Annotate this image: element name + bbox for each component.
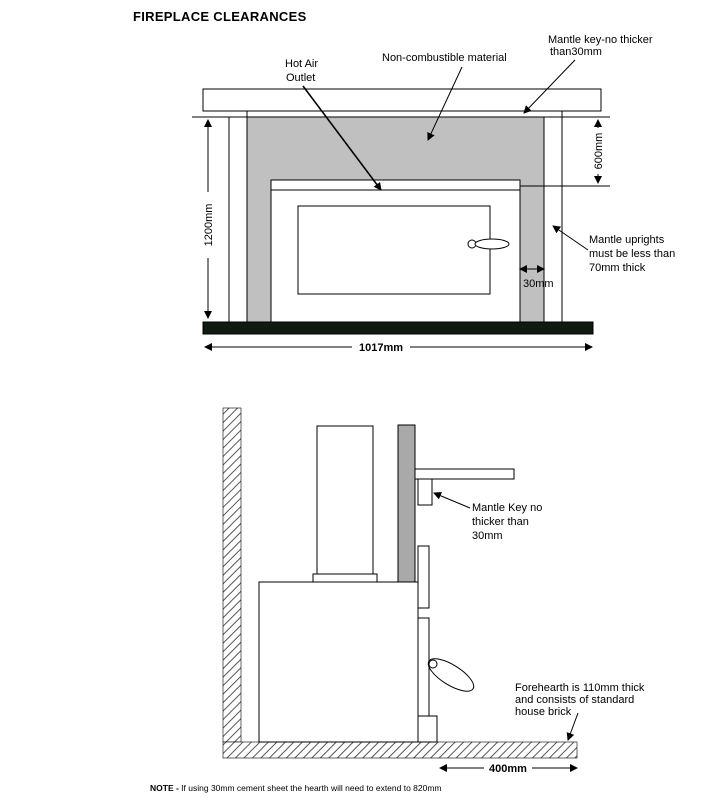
flue: [317, 426, 373, 574]
mantle-shelf: [203, 89, 601, 111]
stove-side: [259, 582, 418, 742]
non-combustible-label: Non-combustible material: [382, 52, 507, 64]
uprights-label-line1: Mantle uprights: [589, 234, 665, 246]
door-handle: [475, 239, 509, 249]
mantle-upright-right: [544, 117, 562, 322]
side-handle-knob: [429, 660, 437, 668]
wall: [223, 408, 241, 742]
forehearth-label-line3: house brick: [515, 706, 572, 718]
note: [150, 783, 442, 793]
floor: [223, 742, 577, 758]
side-mantle-shelf: [415, 469, 514, 479]
page-title: FIREPLACE CLEARANCES: [133, 9, 307, 24]
door-frame-upper: [418, 546, 429, 608]
door-frame-lower: [418, 618, 429, 716]
flue-collar: [313, 574, 377, 582]
forehearth-dimension-label: 400mm: [489, 763, 527, 775]
forehearth-label-line1: Forehearth is 110mm thick: [515, 682, 645, 694]
side-mantle-key-label-line3: 30mm: [472, 530, 503, 542]
height-dimension-label: 1200mm: [203, 203, 215, 247]
note-prefix: NOTE -: [150, 783, 179, 793]
forehearth-label-line2: and consists of standard: [515, 694, 635, 706]
side-mantle-key-label-line2: thicker than: [472, 516, 529, 528]
side-mantle-key-label-line1: Mantle Key no: [472, 502, 543, 514]
uprights-label-line3: 70mm thick: [589, 262, 646, 274]
note-text: If using 30mm cement sheet the hearth will need to extend to 820mm: [178, 783, 442, 793]
side-view: [223, 408, 645, 775]
uprights-label-line2: must be less than: [589, 248, 676, 260]
side-door-handle: [424, 653, 479, 698]
non-combustible-panel: [398, 425, 415, 582]
mantle-key-label-line2: than30mm: [550, 46, 602, 58]
gap-dimension-label: 30mm: [523, 278, 554, 290]
side-mantle-key-leader: [434, 493, 470, 508]
hearth: [203, 322, 593, 334]
side-mantle-key: [418, 479, 432, 505]
door-base: [418, 716, 437, 742]
upper-dimension-label: 600mm: [593, 132, 605, 170]
stove-door: [298, 206, 490, 294]
hot-air-label-line1: Hot Air: [285, 58, 319, 70]
hot-air-label-line2: Outlet: [286, 72, 316, 84]
front-view: [192, 34, 675, 354]
hot-air-outlet: [271, 180, 520, 190]
mantle-key: [247, 111, 562, 117]
mantle-key-label-line1: Mantle key-no thicker: [548, 34, 653, 46]
width-dimension-label: 1017mm: [358, 342, 404, 354]
mantle-upright-left: [229, 117, 247, 322]
